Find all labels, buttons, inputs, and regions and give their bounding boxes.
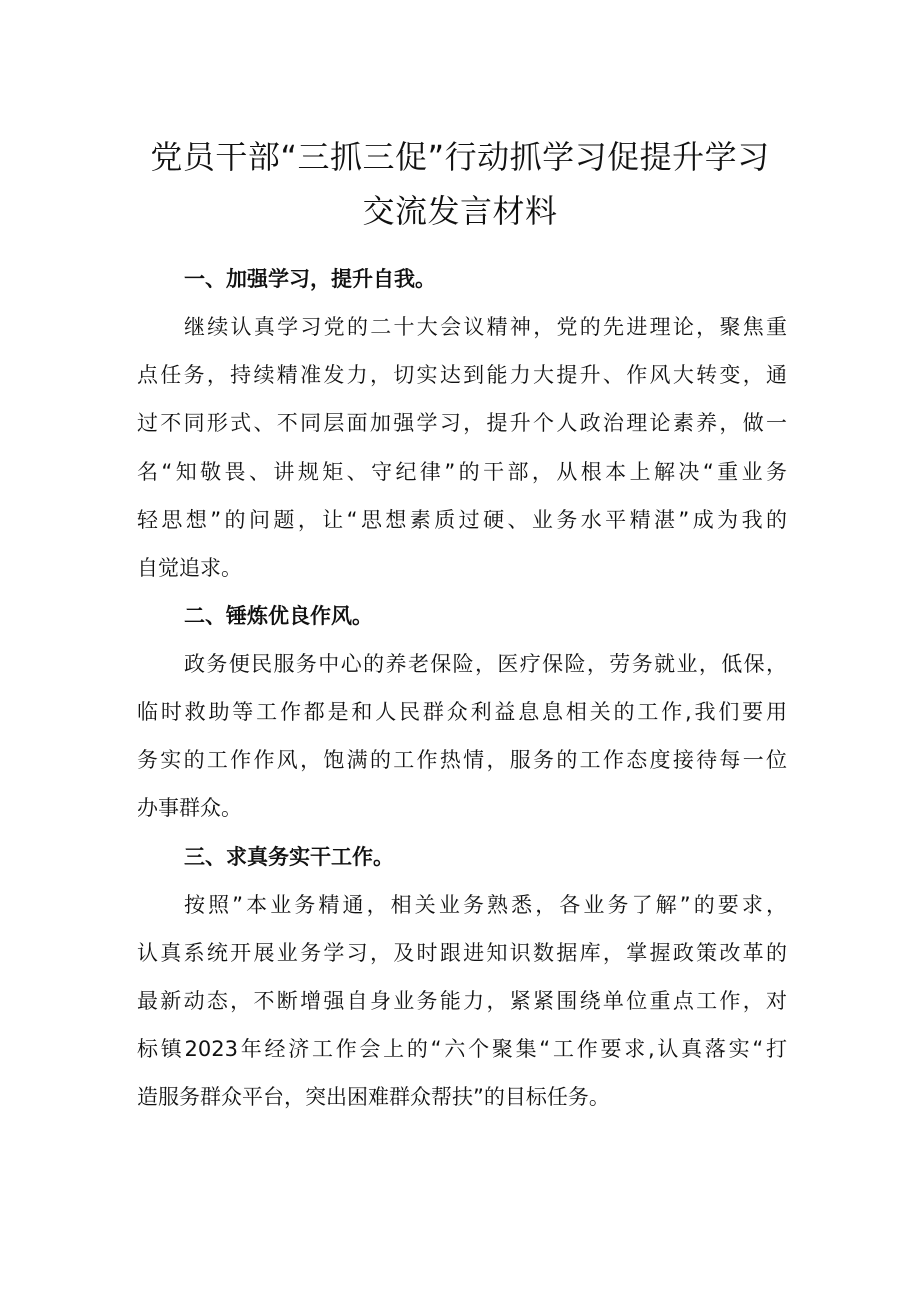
document-title-line-1: 党员干部“三抓三促”行动抓学习促提升学习 [150, 138, 770, 176]
section-1-line-2: 点任务，持续精准发力，切实达到能力大提升、作风大转变，通 [137, 363, 787, 387]
section-3-heading: 三、求真务实干工作。 [184, 845, 394, 869]
section-1-line-4: 名“知敬畏、讲规矩、守纪律”的干部，从根本上解决“重业务 [137, 460, 787, 484]
section-1-line-3: 过不同形式、不同层面加强学习，提升个人政治理论素养，做一 [137, 411, 787, 435]
section-3-line-2: 认真系统开展业务学习，及时跟进知识数据库，掌握政策改革的 [137, 941, 787, 965]
section-3-line-4: 标镇2023年经济工作会上的“六个聚集“工作要求,认真落实“打 [137, 1037, 787, 1061]
section-2-line-1: 政务便民服务中心的养老保险，医疗保险，劳务就业，低保， [184, 652, 787, 676]
section-1-line-1: 继续认真学习党的二十大会议精神，党的先进理论，聚焦重 [184, 315, 787, 339]
section-3-line-5: 造服务群众平台，突出困难群众帮扶”的目标任务。 [137, 1085, 610, 1109]
section-3-line-3: 最新动态，不断增强自身业务能力，紧紧围绕单位重点工作，对 [137, 989, 787, 1013]
document-title-line-2: 交流发言材料 [362, 192, 558, 230]
section-1-line-5: 轻思想”的问题，让“思想素质过硬、业务水平精湛”成为我的 [137, 508, 787, 532]
section-3-line-1: 按照”本业务精通，相关业务熟悉，各业务了解”的要求， [184, 893, 787, 917]
section-1-heading: 一、加强学习，提升自我。 [184, 267, 436, 291]
section-2-line-4: 办事群众。 [137, 796, 242, 820]
section-2-line-3: 务实的工作作风，饱满的工作热情，服务的工作态度接待每一位 [137, 748, 787, 772]
section-1-line-6: 自觉追求。 [137, 556, 242, 580]
section-2-heading: 二、锤炼优良作风。 [184, 604, 373, 628]
section-2-line-2: 临时救助等工作都是和人民群众利益息息相关的工作,我们要用 [137, 700, 787, 724]
